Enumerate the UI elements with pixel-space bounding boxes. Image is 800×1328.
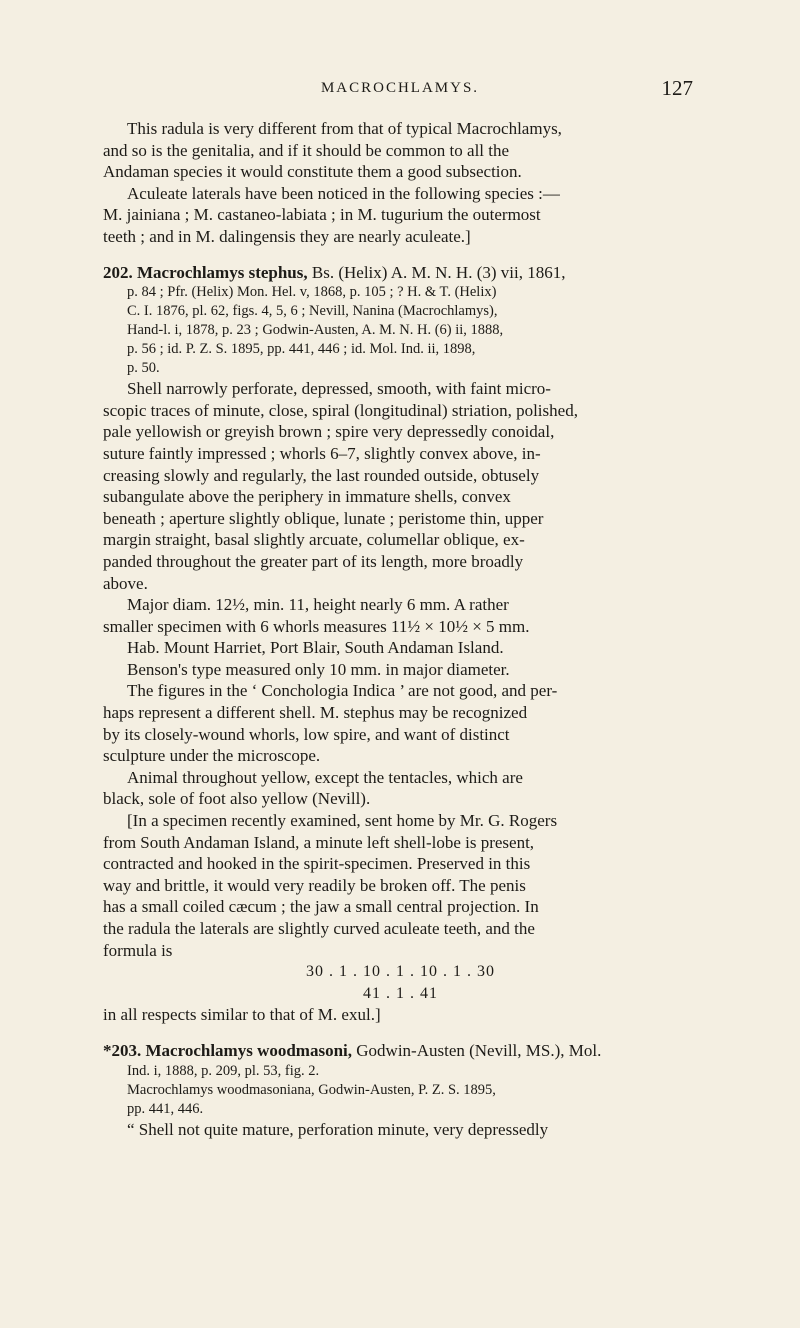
text-line: Aculeate laterals have been noticed in the following species :— <box>127 183 560 203</box>
citation-line: p. 56 ; id. P. Z. S. 1895, pp. 441, 446 ; id. Mol. Ind. ii, 1898, <box>127 341 476 358</box>
text-line: the radula the laterals are slightly curved aculeate teeth, and the <box>103 919 535 938</box>
text-line: contracted and hooked in the spirit-specimen. Preserved in this <box>103 854 531 874</box>
text-line: pale yellowish or greyish brown ; spire very depressedly conoidal, <box>103 422 555 442</box>
text-line: above. <box>103 573 148 593</box>
text-line: Major diam. 12½, min. 11, height nearly 6 mm. A rather <box>127 595 509 615</box>
text-line: teeth ; and in M. dalingensis they are nearly aculeate.] <box>103 226 471 246</box>
text-line: haps represent a different shell. M. stephus may be recognized <box>103 703 528 723</box>
text-line: smaller specimen with 6 whorls measures 11½ × 10½ × 5 mm. <box>103 616 530 636</box>
text-line: Benson's type measured only 10 mm. in major diameter. <box>127 659 510 679</box>
text-line: formula is <box>103 940 173 960</box>
text-line: margin straight, basal slightly arcuate, columellar oblique, ex- <box>103 530 525 550</box>
text-line: black, sole of foot also yellow (Nevill). <box>103 789 371 809</box>
citation-line: Ind. i, 1888, p. 209, pl. 53, fig. 2. <box>127 1062 320 1079</box>
text-line: from South Andaman Island, a minute left shell-lobe is present, <box>103 832 535 852</box>
citation-line: pp. 441, 446. <box>127 1100 204 1117</box>
text-line: sculpture under the microscope. <box>103 746 321 766</box>
paragraph-gap <box>103 248 698 262</box>
text-line: “ Shell not quite mature, perforation minute, very depressedly <box>127 1119 549 1139</box>
text-line: This radula is very different from that of typical Macrochlamys, <box>127 119 562 138</box>
body-text <box>103 118 698 1140</box>
text-line: beneath ; aperture slightly oblique, lunate ; peristome thin, upper <box>103 508 544 528</box>
text-line: Andaman species it would constitute them a good subsection. <box>103 162 522 182</box>
text-line: panded throughout the greater part of its length, more broadly <box>103 551 524 571</box>
text-line: Shell narrowly perforate, depressed, smooth, with faint micro- <box>127 379 551 399</box>
radula-formula-line: 30 . 1 . 10 . 1 . 10 . 1 . 30 <box>306 963 495 981</box>
citation-line: C. I. 1876, pl. 62, figs. 4, 5, 6 ; Nevill, Nanina (Macrochlamys), <box>127 303 498 320</box>
citation-line: Macrochlamys woodmasoniana, Godwin-Austen, P. Z. S. 1895, <box>127 1081 496 1098</box>
text-line: Animal throughout yellow, except the tentacles, which are <box>127 767 523 787</box>
text-line: M. jainiana ; M. castaneo-labiata ; in M. tugurium the outermost <box>103 205 541 225</box>
citation-line: Hand-l. i, 1878, p. 23 ; Godwin-Austen, A. M. N. H. (6) ii, 1888, <box>127 322 504 339</box>
radula-formula-line: 41 . 1 . 41 <box>363 984 438 1002</box>
paragraph-gap <box>103 1026 698 1040</box>
text-line: way and brittle, it would very readily be broken off. The penis <box>103 875 526 895</box>
text-line: creasing slowly and regularly, the last rounded outside, obtusely <box>103 465 540 485</box>
text-line: suture faintly impressed ; whorls 6–7, slightly convex above, in- <box>103 443 541 463</box>
species-heading-line: *203. Macrochlamys woodmasoni, Godwin-Austen (Nevill, MS.), Mol. <box>103 1040 602 1060</box>
citation-line: p. 84 ; Pfr. (Helix) Mon. Hel. v, 1868, p. 105 ; ? H. & T. (Helix) <box>127 284 497 301</box>
text-line: [In a specimen recently examined, sent home by Mr. G. Rogers <box>127 811 558 831</box>
text-line: by its closely-wound whorls, low spire, and want of distinct <box>103 724 510 744</box>
text-line: scopic traces of minute, close, spiral (longitudinal) striation, polished, <box>103 400 578 420</box>
text-line: subangulate above the periphery in immature shells, convex <box>103 487 511 507</box>
text-line: and so is the genitalia, and if it should be common to all the <box>103 140 510 160</box>
text-line: The figures in the ‘ Conchologia Indica ’ are not good, and per- <box>127 681 558 701</box>
running-title: MACROCHLAMYS. <box>320 80 480 96</box>
citation-line: p. 50. <box>127 360 160 377</box>
text-line: has a small coiled cæcum ; the jaw a small central projection. In <box>103 897 539 917</box>
page-number: 127 <box>661 76 693 100</box>
text-line: Hab. Mount Harriet, Port Blair, South Andaman Island. <box>127 638 504 658</box>
species-heading-line: 202. Macrochlamys stephus, Bs. (Helix) A. M. N. H. (3) vii, 1861, <box>103 262 566 282</box>
running-head <box>0 76 800 100</box>
text-line: in all respects similar to that of M. exul.] <box>103 1005 381 1025</box>
